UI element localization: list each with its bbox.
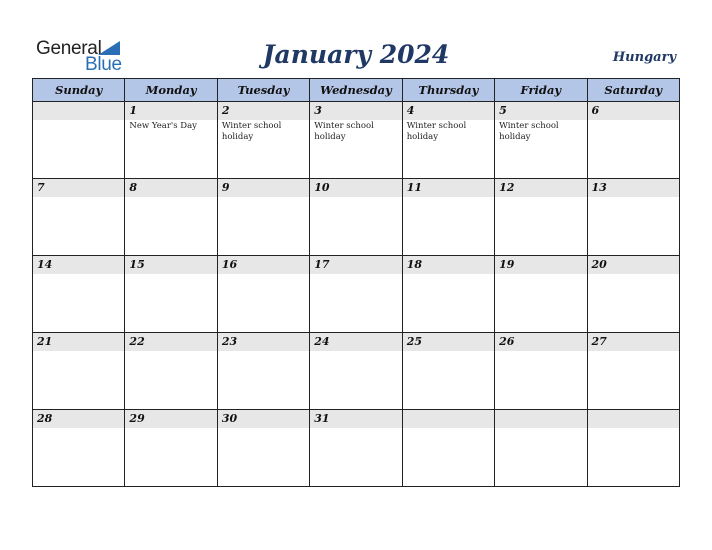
calendar-day-cell[interactable] bbox=[33, 256, 125, 333]
day-number: 5 bbox=[495, 102, 586, 120]
day-number: 13 bbox=[588, 179, 679, 197]
calendar-day-cell[interactable] bbox=[402, 333, 494, 410]
holiday-event bbox=[125, 197, 216, 198]
day-number: 17 bbox=[310, 256, 401, 274]
day-number: 9 bbox=[218, 179, 309, 197]
calendar-week-row bbox=[33, 410, 680, 487]
day-number: 10 bbox=[310, 179, 401, 197]
holiday-event bbox=[125, 274, 216, 275]
calendar-day-cell[interactable] bbox=[310, 179, 402, 256]
holiday-event bbox=[310, 428, 401, 429]
holiday-event bbox=[588, 120, 679, 121]
holiday-event bbox=[310, 274, 401, 275]
calendar-day-cell[interactable] bbox=[125, 179, 217, 256]
day-number: 11 bbox=[403, 179, 494, 197]
day-number: 15 bbox=[125, 256, 216, 274]
holiday-event bbox=[125, 428, 216, 429]
calendar-day-cell[interactable] bbox=[217, 333, 309, 410]
country-label: Hungary bbox=[612, 50, 676, 65]
day-number: 25 bbox=[403, 333, 494, 351]
calendar-day-cell[interactable] bbox=[402, 179, 494, 256]
holiday-event bbox=[218, 428, 309, 429]
holiday-event bbox=[310, 351, 401, 352]
holiday-event: Winter school holiday bbox=[314, 121, 374, 142]
day-number: 7 bbox=[33, 179, 124, 197]
weekday-header-row bbox=[33, 79, 680, 102]
holiday-event bbox=[33, 428, 124, 429]
calendar-day-cell[interactable] bbox=[310, 256, 402, 333]
day-number: 21 bbox=[33, 333, 124, 351]
holiday-event bbox=[495, 197, 586, 198]
calendar-day-cell[interactable] bbox=[587, 410, 679, 487]
calendar-grid bbox=[32, 78, 680, 487]
holiday-event: Winter school holiday bbox=[406, 121, 467, 142]
brand-logo bbox=[36, 38, 126, 74]
calendar-day-cell[interactable] bbox=[310, 410, 402, 487]
calendar-day-cell[interactable] bbox=[495, 102, 587, 179]
holiday-event bbox=[588, 351, 679, 352]
calendar-day-cell[interactable] bbox=[495, 333, 587, 410]
calendar-week-row bbox=[33, 256, 680, 333]
day-number: 24 bbox=[310, 333, 401, 351]
calendar-title: January 2024 bbox=[262, 40, 450, 69]
calendar-day-cell[interactable] bbox=[495, 410, 587, 487]
logo-triangle-icon bbox=[98, 41, 120, 55]
day-number: 28 bbox=[33, 410, 124, 428]
day-number: 4 bbox=[403, 102, 494, 120]
weekday-header: Thursday bbox=[402, 79, 494, 102]
calendar-day-cell[interactable] bbox=[310, 102, 402, 179]
day-number: 12 bbox=[495, 179, 586, 197]
calendar-day-cell[interactable] bbox=[587, 256, 679, 333]
day-number: 27 bbox=[588, 333, 679, 351]
calendar-day-cell[interactable] bbox=[587, 179, 679, 256]
holiday-event bbox=[33, 351, 124, 352]
day-number: 23 bbox=[218, 333, 309, 351]
day-number: 3 bbox=[310, 102, 401, 120]
holiday-event bbox=[495, 351, 586, 352]
calendar-day-cell[interactable] bbox=[125, 102, 217, 179]
calendar-day-cell[interactable] bbox=[217, 410, 309, 487]
logo-text-blue: Blue bbox=[85, 54, 122, 75]
day-number: 16 bbox=[218, 256, 309, 274]
holiday-event bbox=[33, 120, 124, 121]
holiday-event bbox=[218, 351, 309, 352]
weekday-header: Monday bbox=[125, 79, 217, 102]
calendar-day-cell[interactable] bbox=[217, 256, 309, 333]
day-number: 30 bbox=[218, 410, 309, 428]
holiday-event bbox=[495, 428, 586, 429]
holiday-event bbox=[588, 428, 679, 429]
weekday-header: Friday bbox=[495, 79, 587, 102]
calendar-day-cell[interactable] bbox=[33, 179, 125, 256]
holiday-event: Winter school holiday bbox=[499, 121, 559, 142]
weekday-header: Saturday bbox=[587, 79, 679, 102]
day-number: 22 bbox=[125, 333, 216, 351]
holiday-event bbox=[588, 197, 679, 198]
holiday-event bbox=[218, 274, 309, 275]
calendar-day-cell[interactable] bbox=[33, 333, 125, 410]
holiday-event bbox=[403, 428, 494, 429]
day-number bbox=[33, 102, 124, 120]
day-number: 19 bbox=[495, 256, 586, 274]
holiday-event bbox=[125, 351, 216, 352]
holiday-event bbox=[495, 274, 586, 275]
calendar-day-cell[interactable] bbox=[33, 102, 125, 179]
holiday-event bbox=[403, 351, 494, 352]
day-number: 6 bbox=[588, 102, 679, 120]
day-number: 26 bbox=[495, 333, 586, 351]
holiday-event bbox=[588, 274, 679, 275]
holiday-event: New Year's Day bbox=[129, 121, 197, 131]
day-number bbox=[495, 410, 586, 428]
logo-text-general: General bbox=[36, 38, 102, 59]
calendar-day-cell[interactable] bbox=[495, 256, 587, 333]
calendar-day-cell[interactable] bbox=[125, 333, 217, 410]
calendar-day-cell[interactable] bbox=[310, 333, 402, 410]
calendar-week-row bbox=[33, 179, 680, 256]
day-number: 2 bbox=[218, 102, 309, 120]
calendar-day-cell[interactable] bbox=[495, 179, 587, 256]
calendar-week-row bbox=[33, 333, 680, 410]
calendar-day-cell[interactable] bbox=[587, 102, 679, 179]
calendar-day-cell[interactable] bbox=[217, 102, 309, 179]
day-number: 1 bbox=[125, 102, 216, 120]
calendar-week-row bbox=[33, 102, 680, 179]
weekday-header: Wednesday bbox=[310, 79, 402, 102]
calendar-day-cell[interactable] bbox=[125, 410, 217, 487]
holiday-event bbox=[403, 197, 494, 198]
holiday-event bbox=[403, 274, 494, 275]
calendar-day-cell[interactable] bbox=[587, 333, 679, 410]
day-number: 18 bbox=[403, 256, 494, 274]
weekday-header: Tuesday bbox=[217, 79, 309, 102]
day-number bbox=[403, 410, 494, 428]
calendar-day-cell[interactable] bbox=[402, 102, 494, 179]
day-number: 31 bbox=[310, 410, 401, 428]
calendar-day-cell[interactable] bbox=[33, 410, 125, 487]
calendar-day-cell[interactable] bbox=[217, 179, 309, 256]
day-number: 20 bbox=[588, 256, 679, 274]
holiday-event bbox=[218, 197, 309, 198]
calendar-day-cell[interactable] bbox=[402, 256, 494, 333]
day-number: 29 bbox=[125, 410, 216, 428]
holiday-event bbox=[33, 274, 124, 275]
calendar-day-cell[interactable] bbox=[402, 410, 494, 487]
day-number: 8 bbox=[125, 179, 216, 197]
holiday-event: Winter school holiday bbox=[221, 121, 282, 142]
weekday-header: Sunday bbox=[33, 79, 125, 102]
holiday-event bbox=[310, 197, 401, 198]
calendar-day-cell[interactable] bbox=[125, 256, 217, 333]
day-number: 14 bbox=[33, 256, 124, 274]
day-number bbox=[588, 410, 679, 428]
holiday-event bbox=[33, 197, 124, 198]
